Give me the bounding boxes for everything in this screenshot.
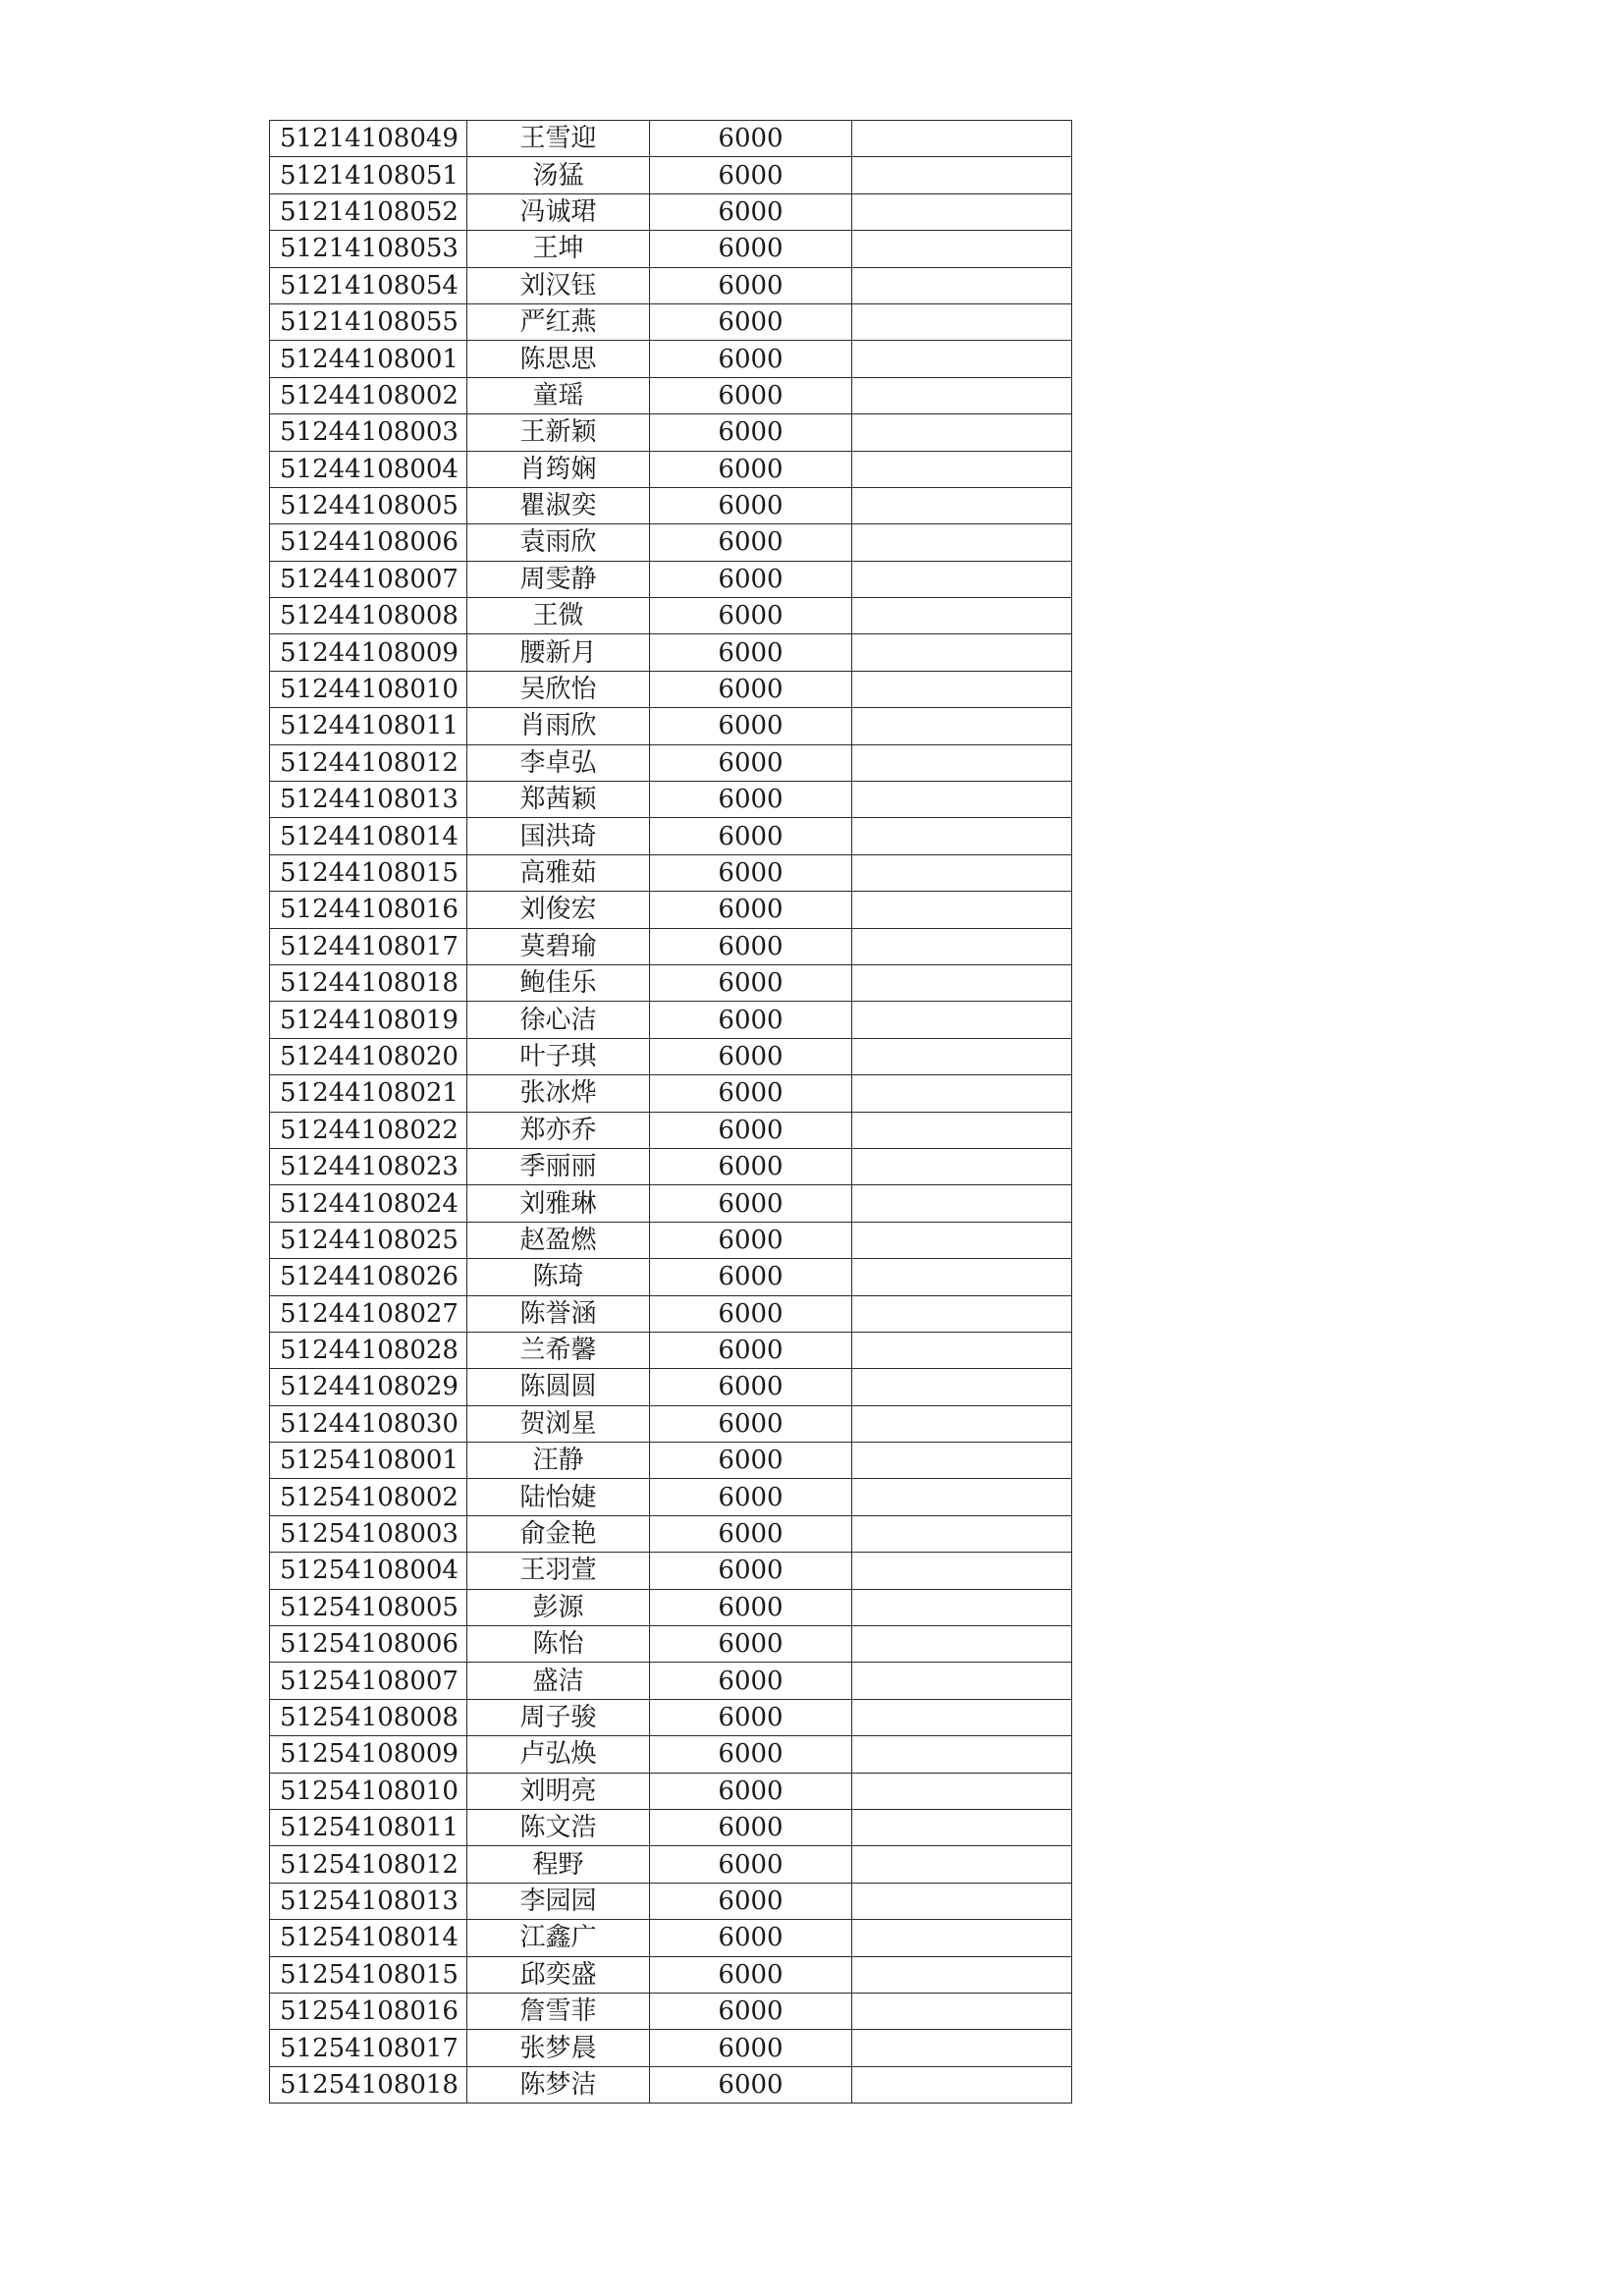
amount-cell: 6000 xyxy=(650,964,852,1001)
student-id-cell: 51254108013 xyxy=(270,1883,467,1919)
amount-cell: 6000 xyxy=(650,1736,852,1773)
student-id-cell: 51254108004 xyxy=(270,1553,467,1589)
table-row xyxy=(270,267,1072,303)
table-row xyxy=(270,414,1072,451)
student-id-cell: 51254108015 xyxy=(270,1956,467,1993)
remark-cell xyxy=(852,1295,1072,1332)
student-name-cell: 肖雨欣 xyxy=(467,708,650,744)
student-id-cell: 51244108003 xyxy=(270,414,467,451)
remark-cell xyxy=(852,1663,1072,1699)
remark-cell xyxy=(852,157,1072,193)
student-name-cell: 陈誉涵 xyxy=(467,1295,650,1332)
student-id-cell: 51244108002 xyxy=(270,377,467,413)
student-id-cell: 51244108021 xyxy=(270,1075,467,1112)
remark-cell xyxy=(852,1443,1072,1479)
remark-cell xyxy=(852,1809,1072,1845)
student-name-cell: 刘汉钰 xyxy=(467,267,650,303)
student-name-cell: 季丽丽 xyxy=(467,1148,650,1184)
remark-cell xyxy=(852,1369,1072,1405)
table-row xyxy=(270,157,1072,193)
student-name-cell: 盛洁 xyxy=(467,1663,650,1699)
student-id-cell: 51214108052 xyxy=(270,193,467,230)
student-id-cell: 51244108022 xyxy=(270,1112,467,1148)
student-name-cell: 陈梦洁 xyxy=(467,2066,650,2103)
remark-cell xyxy=(852,1002,1072,1038)
student-name-cell: 高雅茹 xyxy=(467,854,650,891)
remark-cell xyxy=(852,524,1072,561)
amount-cell: 6000 xyxy=(650,1332,852,1368)
amount-cell: 6000 xyxy=(650,451,852,487)
remark-cell xyxy=(852,1553,1072,1589)
student-name-cell: 鲍佳乐 xyxy=(467,964,650,1001)
amount-cell: 6000 xyxy=(650,1663,852,1699)
table-row xyxy=(270,671,1072,707)
remark-cell xyxy=(852,2066,1072,2103)
student-id-cell: 51244108023 xyxy=(270,1148,467,1184)
table-row xyxy=(270,1883,1072,1919)
roster-table xyxy=(269,120,1072,2104)
student-id-cell: 51244108019 xyxy=(270,1002,467,1038)
student-name-cell: 周雯静 xyxy=(467,561,650,597)
remark-cell xyxy=(852,928,1072,964)
table-row xyxy=(270,708,1072,744)
remark-cell xyxy=(852,1405,1072,1442)
amount-cell: 6000 xyxy=(650,1369,852,1405)
student-id-cell: 51244108009 xyxy=(270,634,467,671)
student-name-cell: 詹雪菲 xyxy=(467,1993,650,2029)
student-id-cell: 51254108016 xyxy=(270,1993,467,2029)
student-id-cell: 51214108053 xyxy=(270,231,467,267)
remark-cell xyxy=(852,1332,1072,1368)
amount-cell: 6000 xyxy=(650,818,852,854)
amount-cell: 6000 xyxy=(650,634,852,671)
student-name-cell: 彭源 xyxy=(467,1589,650,1625)
student-id-cell: 51254108014 xyxy=(270,1920,467,1956)
amount-cell: 6000 xyxy=(650,1993,852,2029)
student-id-cell: 51254108012 xyxy=(270,1846,467,1883)
student-name-cell: 陆怡婕 xyxy=(467,1479,650,1515)
table-row xyxy=(270,1075,1072,1112)
amount-cell: 6000 xyxy=(650,303,852,340)
remark-cell xyxy=(852,1259,1072,1295)
student-name-cell: 张梦晨 xyxy=(467,2030,650,2066)
remark-cell xyxy=(852,708,1072,744)
remark-cell xyxy=(852,2030,1072,2066)
student-name-cell: 王新颖 xyxy=(467,414,650,451)
student-id-cell: 51244108026 xyxy=(270,1259,467,1295)
remark-cell xyxy=(852,1736,1072,1773)
amount-cell: 6000 xyxy=(650,598,852,634)
student-name-cell: 王微 xyxy=(467,598,650,634)
table-row xyxy=(270,1626,1072,1663)
amount-cell: 6000 xyxy=(650,1553,852,1589)
table-row xyxy=(270,1663,1072,1699)
amount-cell: 6000 xyxy=(650,892,852,928)
student-name-cell: 郑茜颖 xyxy=(467,782,650,818)
student-name-cell: 徐心洁 xyxy=(467,1002,650,1038)
student-name-cell: 邱奕盛 xyxy=(467,1956,650,1993)
amount-cell: 6000 xyxy=(650,377,852,413)
remark-cell xyxy=(852,671,1072,707)
student-id-cell: 51244108015 xyxy=(270,854,467,891)
table-row xyxy=(270,1773,1072,1809)
amount-cell: 6000 xyxy=(650,267,852,303)
amount-cell: 6000 xyxy=(650,2030,852,2066)
student-name-cell: 陈琦 xyxy=(467,1259,650,1295)
student-id-cell: 51244108028 xyxy=(270,1332,467,1368)
remark-cell xyxy=(852,744,1072,781)
student-name-cell: 王坤 xyxy=(467,231,650,267)
student-id-cell: 51244108020 xyxy=(270,1038,467,1074)
amount-cell: 6000 xyxy=(650,231,852,267)
student-name-cell: 兰希馨 xyxy=(467,1332,650,1368)
remark-cell xyxy=(852,1112,1072,1148)
student-id-cell: 51244108024 xyxy=(270,1185,467,1222)
student-name-cell: 国洪琦 xyxy=(467,818,650,854)
student-id-cell: 51254108011 xyxy=(270,1809,467,1845)
student-name-cell: 赵盈燃 xyxy=(467,1222,650,1258)
table-row xyxy=(270,1809,1072,1845)
table-row xyxy=(270,121,1072,157)
student-name-cell: 童瑶 xyxy=(467,377,650,413)
remark-cell xyxy=(852,1185,1072,1222)
table-row xyxy=(270,892,1072,928)
table-row xyxy=(270,1699,1072,1735)
student-id-cell: 51244108008 xyxy=(270,598,467,634)
student-name-cell: 张冰烨 xyxy=(467,1075,650,1112)
amount-cell: 6000 xyxy=(650,708,852,744)
amount-cell: 6000 xyxy=(650,1626,852,1663)
student-id-cell: 51214108055 xyxy=(270,303,467,340)
remark-cell xyxy=(852,854,1072,891)
amount-cell: 6000 xyxy=(650,414,852,451)
student-name-cell: 汤猛 xyxy=(467,157,650,193)
table-row xyxy=(270,1736,1072,1773)
amount-cell: 6000 xyxy=(650,1920,852,1956)
amount-cell: 6000 xyxy=(650,671,852,707)
remark-cell xyxy=(852,1883,1072,1919)
student-id-cell: 51254108007 xyxy=(270,1663,467,1699)
student-name-cell: 陈圆圆 xyxy=(467,1369,650,1405)
student-name-cell: 李卓弘 xyxy=(467,744,650,781)
table-row xyxy=(270,1920,1072,1956)
remark-cell xyxy=(852,598,1072,634)
remark-cell xyxy=(852,1626,1072,1663)
remark-cell xyxy=(852,414,1072,451)
table-row xyxy=(270,1112,1072,1148)
amount-cell: 6000 xyxy=(650,1773,852,1809)
remark-cell xyxy=(852,1589,1072,1625)
table-row xyxy=(270,782,1072,818)
amount-cell: 6000 xyxy=(650,524,852,561)
table-row xyxy=(270,561,1072,597)
student-name-cell: 江鑫广 xyxy=(467,1920,650,1956)
student-id-cell: 51244108005 xyxy=(270,487,467,523)
table-row xyxy=(270,1002,1072,1038)
table-row xyxy=(270,1515,1072,1552)
student-name-cell: 汪静 xyxy=(467,1443,650,1479)
amount-cell: 6000 xyxy=(650,1515,852,1552)
student-name-cell: 俞金艳 xyxy=(467,1515,650,1552)
remark-cell xyxy=(852,121,1072,157)
amount-cell: 6000 xyxy=(650,1075,852,1112)
amount-cell: 6000 xyxy=(650,1443,852,1479)
table-row xyxy=(270,2030,1072,2066)
remark-cell xyxy=(852,267,1072,303)
student-name-cell: 刘俊宏 xyxy=(467,892,650,928)
amount-cell: 6000 xyxy=(650,744,852,781)
student-name-cell: 叶子琪 xyxy=(467,1038,650,1074)
student-id-cell: 51244108011 xyxy=(270,708,467,744)
table-row xyxy=(270,1956,1072,1993)
student-name-cell: 郑亦乔 xyxy=(467,1112,650,1148)
remark-cell xyxy=(852,1846,1072,1883)
table-row xyxy=(270,1443,1072,1479)
amount-cell: 6000 xyxy=(650,1185,852,1222)
amount-cell: 6000 xyxy=(650,561,852,597)
remark-cell xyxy=(852,1038,1072,1074)
student-name-cell: 袁雨欣 xyxy=(467,524,650,561)
amount-cell: 6000 xyxy=(650,1222,852,1258)
student-id-cell: 51244108018 xyxy=(270,964,467,1001)
remark-cell xyxy=(852,818,1072,854)
student-id-cell: 51244108004 xyxy=(270,451,467,487)
remark-cell xyxy=(852,193,1072,230)
table-row xyxy=(270,598,1072,634)
amount-cell: 6000 xyxy=(650,854,852,891)
student-name-cell: 陈思思 xyxy=(467,341,650,377)
student-id-cell: 51254108002 xyxy=(270,1479,467,1515)
student-name-cell: 李园园 xyxy=(467,1883,650,1919)
table-row xyxy=(270,744,1072,781)
table-row xyxy=(270,1222,1072,1258)
student-id-cell: 51214108054 xyxy=(270,267,467,303)
remark-cell xyxy=(852,1956,1072,1993)
table-row xyxy=(270,231,1072,267)
student-id-cell: 51214108049 xyxy=(270,121,467,157)
student-id-cell: 51244108013 xyxy=(270,782,467,818)
remark-cell xyxy=(852,1773,1072,1809)
table-row xyxy=(270,487,1072,523)
student-name-cell: 周子骏 xyxy=(467,1699,650,1735)
student-name-cell: 卢弘焕 xyxy=(467,1736,650,1773)
table-row xyxy=(270,1259,1072,1295)
amount-cell: 6000 xyxy=(650,2066,852,2103)
table-row xyxy=(270,2066,1072,2103)
student-name-cell: 吴欣怡 xyxy=(467,671,650,707)
remark-cell xyxy=(852,964,1072,1001)
remark-cell xyxy=(852,231,1072,267)
table-row xyxy=(270,1479,1072,1515)
table-row xyxy=(270,1148,1072,1184)
table-row xyxy=(270,818,1072,854)
remark-cell xyxy=(852,303,1072,340)
amount-cell: 6000 xyxy=(650,1589,852,1625)
amount-cell: 6000 xyxy=(650,193,852,230)
student-id-cell: 51244108001 xyxy=(270,341,467,377)
amount-cell: 6000 xyxy=(650,157,852,193)
student-id-cell: 51244108029 xyxy=(270,1369,467,1405)
student-id-cell: 51254108009 xyxy=(270,1736,467,1773)
remark-cell xyxy=(852,634,1072,671)
student-name-cell: 腰新月 xyxy=(467,634,650,671)
student-name-cell: 陈文浩 xyxy=(467,1809,650,1845)
amount-cell: 6000 xyxy=(650,1148,852,1184)
amount-cell: 6000 xyxy=(650,1002,852,1038)
remark-cell xyxy=(852,377,1072,413)
amount-cell: 6000 xyxy=(650,121,852,157)
table-row xyxy=(270,1332,1072,1368)
remark-cell xyxy=(852,1699,1072,1735)
remark-cell xyxy=(852,487,1072,523)
student-name-cell: 莫碧瑜 xyxy=(467,928,650,964)
student-name-cell: 贺浏星 xyxy=(467,1405,650,1442)
table-row xyxy=(270,1185,1072,1222)
student-name-cell: 王雪迎 xyxy=(467,121,650,157)
student-id-cell: 51244108027 xyxy=(270,1295,467,1332)
student-name-cell: 程野 xyxy=(467,1846,650,1883)
table-row xyxy=(270,524,1072,561)
student-id-cell: 51254108001 xyxy=(270,1443,467,1479)
table-row xyxy=(270,854,1072,891)
amount-cell: 6000 xyxy=(650,1295,852,1332)
student-id-cell: 51254108006 xyxy=(270,1626,467,1663)
amount-cell: 6000 xyxy=(650,1479,852,1515)
amount-cell: 6000 xyxy=(650,782,852,818)
table-row xyxy=(270,193,1072,230)
remark-cell xyxy=(852,1148,1072,1184)
amount-cell: 6000 xyxy=(650,341,852,377)
student-name-cell: 刘雅琳 xyxy=(467,1185,650,1222)
remark-cell xyxy=(852,1993,1072,2029)
remark-cell xyxy=(852,451,1072,487)
remark-cell xyxy=(852,1920,1072,1956)
amount-cell: 6000 xyxy=(650,1259,852,1295)
student-id-cell: 51244108010 xyxy=(270,671,467,707)
amount-cell: 6000 xyxy=(650,1112,852,1148)
student-id-cell: 51254108008 xyxy=(270,1699,467,1735)
student-id-cell: 51244108017 xyxy=(270,928,467,964)
student-id-cell: 51254108018 xyxy=(270,2066,467,2103)
student-id-cell: 51214108051 xyxy=(270,157,467,193)
remark-cell xyxy=(852,1075,1072,1112)
amount-cell: 6000 xyxy=(650,1846,852,1883)
student-id-cell: 51244108012 xyxy=(270,744,467,781)
student-id-cell: 51244108006 xyxy=(270,524,467,561)
remark-cell xyxy=(852,1515,1072,1552)
amount-cell: 6000 xyxy=(650,1809,852,1845)
table-row xyxy=(270,1038,1072,1074)
student-id-cell: 51244108030 xyxy=(270,1405,467,1442)
amount-cell: 6000 xyxy=(650,928,852,964)
table-row xyxy=(270,303,1072,340)
student-id-cell: 51244108007 xyxy=(270,561,467,597)
table-row xyxy=(270,451,1072,487)
student-name-cell: 严红燕 xyxy=(467,303,650,340)
remark-cell xyxy=(852,782,1072,818)
table-row xyxy=(270,1369,1072,1405)
table-row xyxy=(270,341,1072,377)
roster-table-body xyxy=(270,121,1072,2104)
student-id-cell: 51254108010 xyxy=(270,1773,467,1809)
amount-cell: 6000 xyxy=(650,1405,852,1442)
student-name-cell: 刘明亮 xyxy=(467,1773,650,1809)
student-name-cell: 冯诚珺 xyxy=(467,193,650,230)
table-row xyxy=(270,1405,1072,1442)
table-row xyxy=(270,634,1072,671)
remark-cell xyxy=(852,1479,1072,1515)
table-row xyxy=(270,1295,1072,1332)
student-id-cell: 51254108005 xyxy=(270,1589,467,1625)
remark-cell xyxy=(852,892,1072,928)
student-name-cell: 王羽萱 xyxy=(467,1553,650,1589)
student-name-cell: 肖筠娴 xyxy=(467,451,650,487)
student-name-cell: 瞿淑奕 xyxy=(467,487,650,523)
amount-cell: 6000 xyxy=(650,1699,852,1735)
table-row xyxy=(270,1589,1072,1625)
student-id-cell: 51254108003 xyxy=(270,1515,467,1552)
remark-cell xyxy=(852,561,1072,597)
remark-cell xyxy=(852,1222,1072,1258)
student-id-cell: 51244108014 xyxy=(270,818,467,854)
student-id-cell: 51254108017 xyxy=(270,2030,467,2066)
table-row xyxy=(270,1993,1072,2029)
table-row xyxy=(270,1846,1072,1883)
table-row xyxy=(270,1553,1072,1589)
student-id-cell: 51244108016 xyxy=(270,892,467,928)
remark-cell xyxy=(852,341,1072,377)
amount-cell: 6000 xyxy=(650,487,852,523)
table-row xyxy=(270,928,1072,964)
amount-cell: 6000 xyxy=(650,1956,852,1993)
table-row xyxy=(270,964,1072,1001)
student-id-cell: 51244108025 xyxy=(270,1222,467,1258)
amount-cell: 6000 xyxy=(650,1038,852,1074)
student-name-cell: 陈怡 xyxy=(467,1626,650,1663)
table-row xyxy=(270,377,1072,413)
amount-cell: 6000 xyxy=(650,1883,852,1919)
